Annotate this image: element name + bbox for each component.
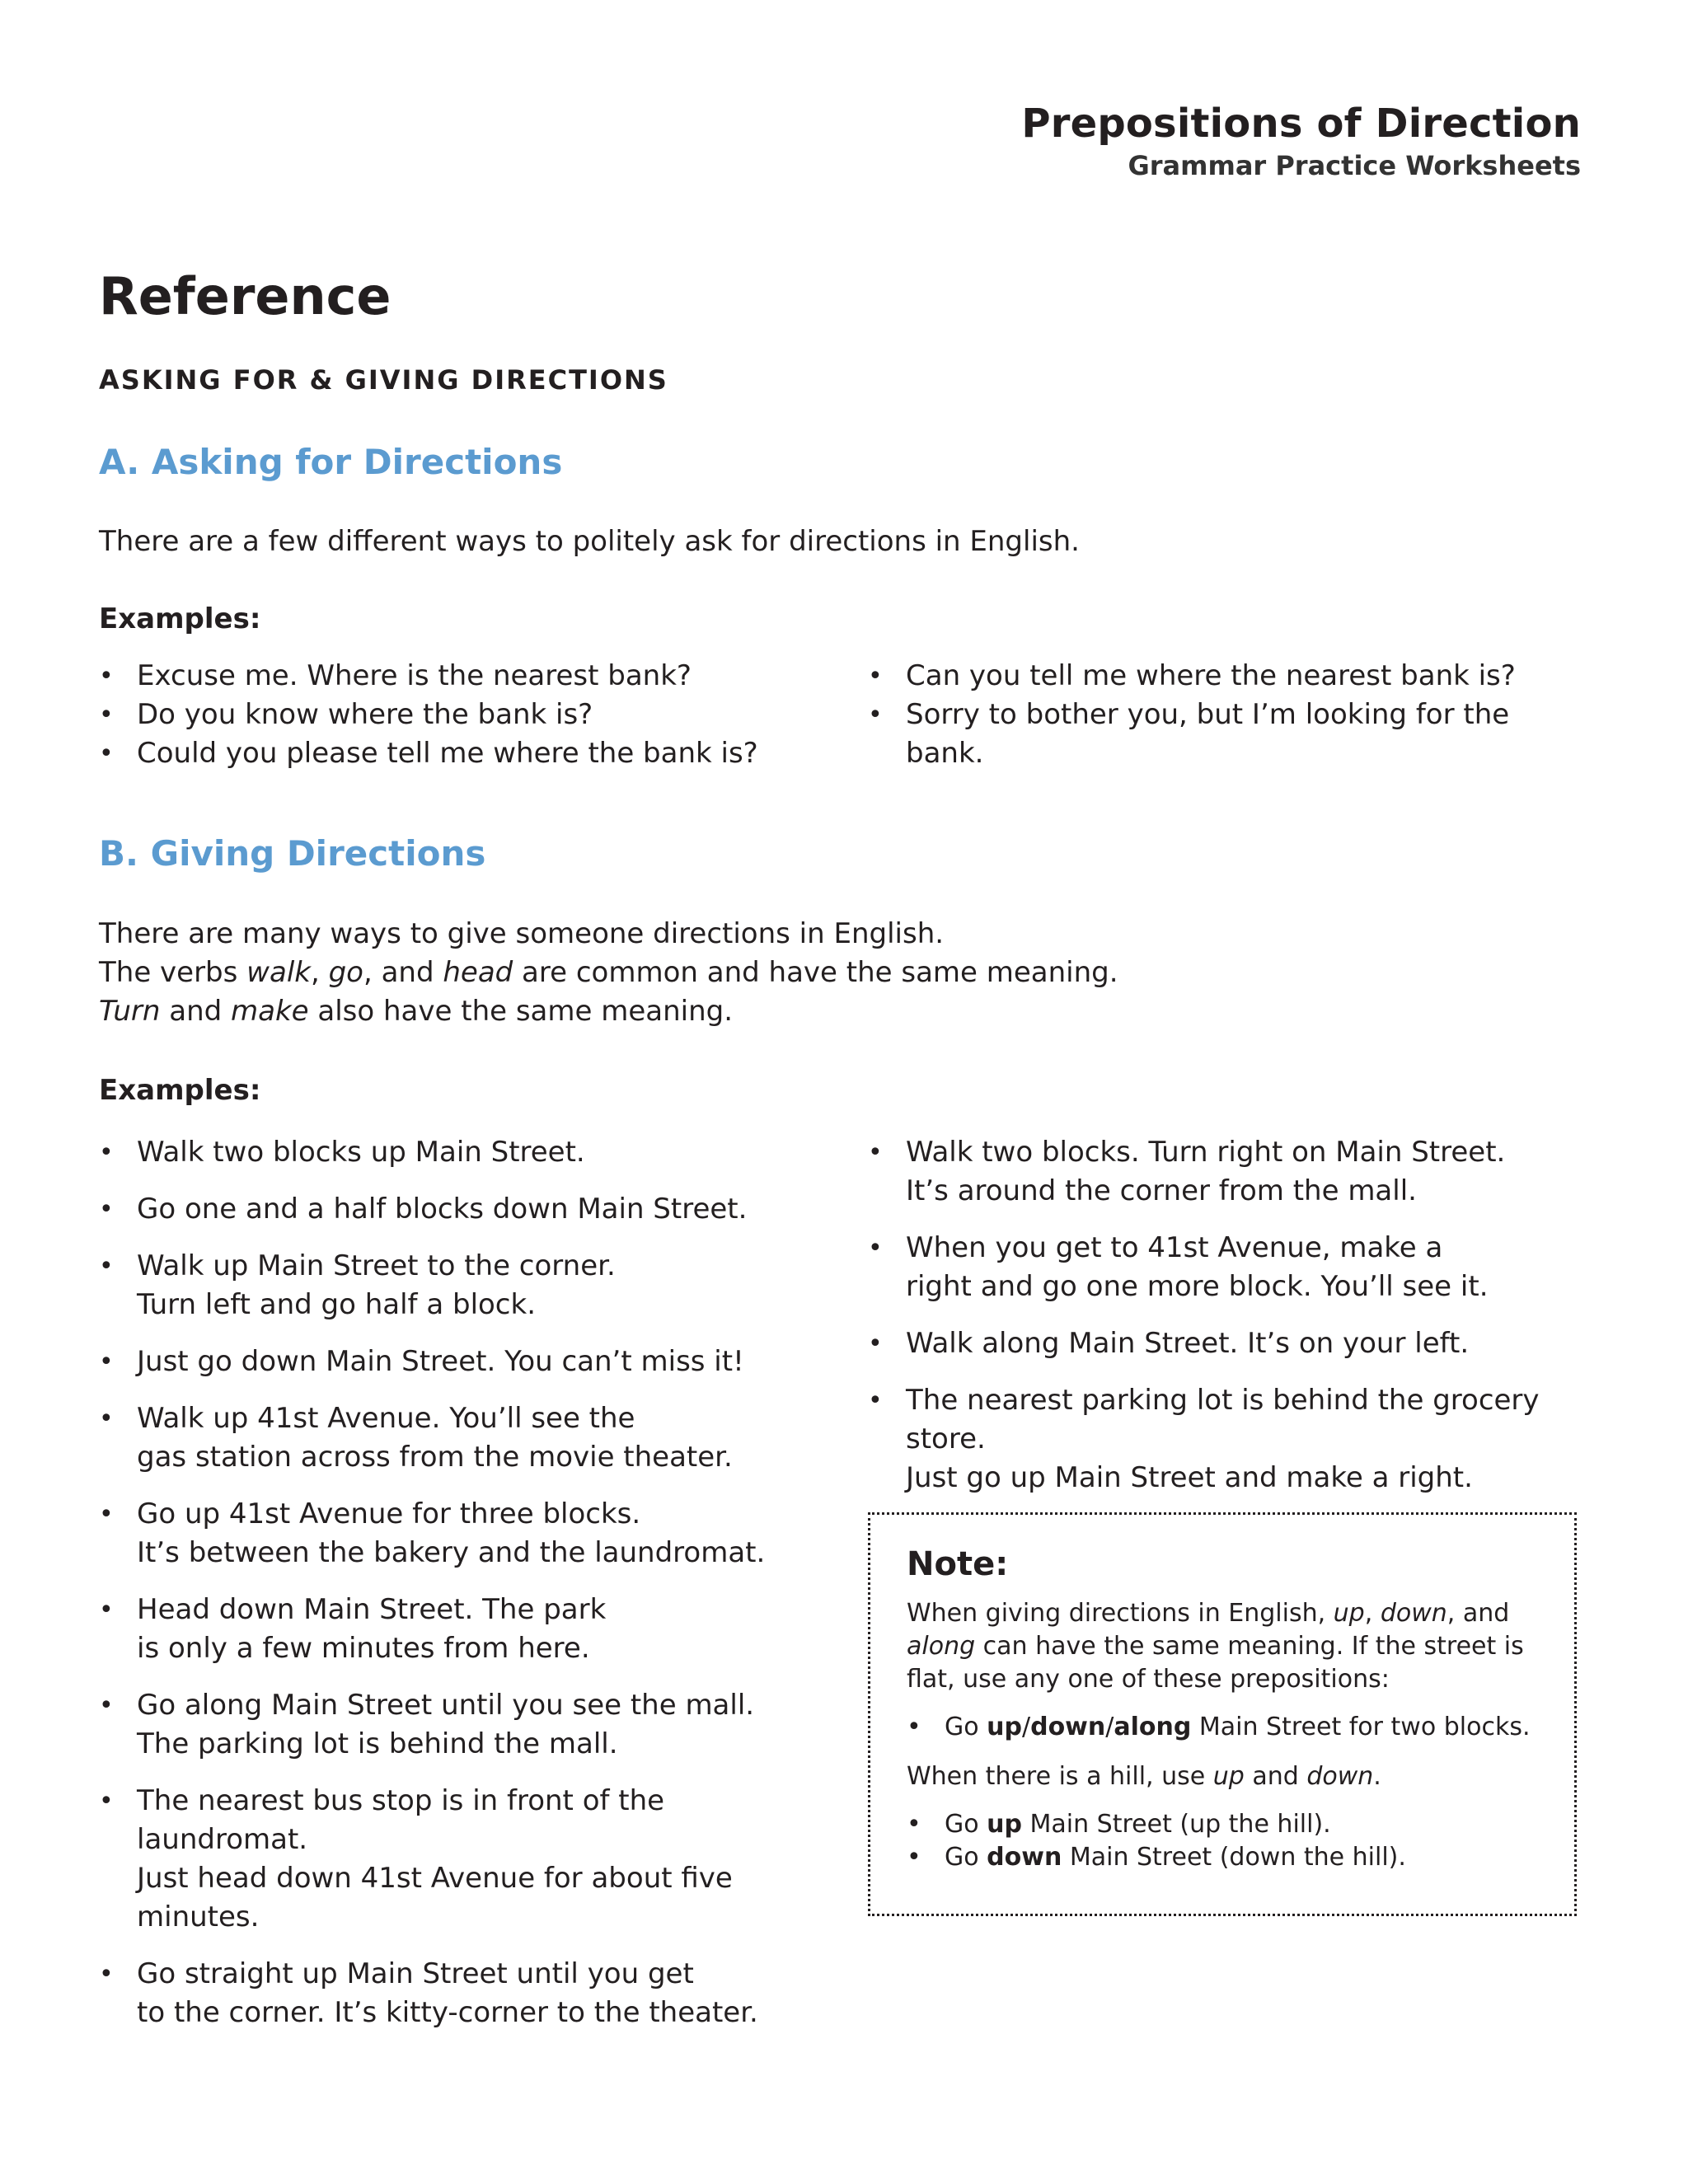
list-item-line: Walk two blocks. Turn right on Main Street. — [906, 1136, 1506, 1169]
list-item — [868, 1324, 1593, 1363]
list-item-line: Walk two blocks up Main Street. — [137, 1136, 585, 1169]
worksheet-title: Prepositions of Direction — [1021, 101, 1581, 147]
list-item: • Go up Main Street (up the hill). — [907, 1808, 1541, 1841]
section-b-heading: B. Giving Directions — [99, 833, 486, 874]
list-item-line: Go up 41st Avenue for three blocks. — [137, 1497, 641, 1530]
bullet-icon: • — [99, 1500, 114, 1529]
list-item — [99, 1591, 841, 1668]
bullet-icon: • — [99, 1138, 114, 1167]
list-item-line: Turn left and go half a block. — [137, 1288, 537, 1321]
note-title: Note: — [907, 1545, 1009, 1583]
list-item — [99, 1782, 841, 1937]
list-item: • Excuse me. Where is the nearest bank? — [99, 657, 824, 696]
section-b-examples-label: Examples: — [99, 1074, 261, 1107]
list-item-line: Go one and a half blocks down Main Street. — [137, 1193, 748, 1226]
bullet-icon: • — [907, 1713, 921, 1741]
bullet-icon: • — [99, 1347, 114, 1376]
list-item-line: right and go one more block. You’ll see it. — [906, 1270, 1489, 1303]
list-item: • Can you tell me where the nearest bank is? — [868, 657, 1593, 696]
bullet-icon: • — [99, 701, 114, 729]
list-item: • Could you please tell me where the bank is? — [99, 734, 824, 773]
section-b-examples-left — [99, 1133, 841, 2050]
list-item: • Go down Main Street (down the hill). — [907, 1841, 1541, 1874]
note-list-2 — [907, 1808, 1541, 1874]
list-item: • Sorry to bother you, but I’m looking for the bank. — [868, 696, 1593, 773]
list-item-line: Walk along Main Street. It’s on your left. — [906, 1327, 1470, 1360]
bullet-icon: • — [868, 1329, 883, 1358]
list-item-line: The nearest bus stop is in front of the laundromat. — [137, 1784, 665, 1856]
bullet-icon: • — [907, 1810, 921, 1839]
list-item-line: The nearest parking lot is behind the grocery store. — [906, 1384, 1540, 1455]
list-item: • Do you know where the bank is? — [99, 696, 824, 734]
reference-title: Reference — [99, 266, 392, 326]
list-item — [868, 1229, 1593, 1306]
note-text-2: When there is a hill, use up and down. — [907, 1762, 1381, 1791]
list-item-line: Go along Main Street until you see the mall. — [137, 1689, 755, 1722]
list-item — [99, 1247, 841, 1324]
list-item-line: is only a few minutes from here. — [137, 1632, 590, 1665]
section-b-intro — [99, 915, 1335, 1031]
intro-line-1: There are many ways to give someone directions in English. — [99, 917, 945, 950]
bullet-icon: • — [868, 1138, 883, 1167]
bullet-icon: • — [868, 1386, 883, 1415]
intro-line-3: Turn and make also have the same meaning. — [99, 995, 734, 1028]
list-item-line: to the corner. It’s kitty-corner to the theater. — [137, 1996, 758, 2029]
list-item-line: Head down Main Street. The park — [137, 1593, 607, 1626]
list-item-line: Walk up Main Street to the corner. — [137, 1249, 616, 1282]
worksheet-subtitle: Grammar Practice Worksheets — [1128, 150, 1581, 181]
bullet-icon: • — [99, 1787, 114, 1816]
section-b-examples-right — [868, 1133, 1593, 1516]
list-item-line: Walk up 41st Avenue. You’ll see the — [137, 1402, 635, 1435]
note-box — [868, 1512, 1577, 1916]
list-item-line: gas station across from the movie theater. — [137, 1441, 733, 1474]
intro-line-2: The verbs walk, go, and head are common and have the same meaning. — [99, 956, 1118, 989]
bullet-icon: • — [907, 1843, 921, 1872]
list-item-line: When you get to 41st Avenue, make a — [906, 1231, 1443, 1264]
list-item — [99, 1399, 841, 1477]
bullet-icon: • — [868, 1234, 883, 1263]
section-label: ASKING FOR & GIVING DIRECTIONS — [99, 364, 668, 396]
bullet-icon: • — [99, 1596, 114, 1624]
bullet-icon: • — [868, 662, 883, 691]
bullet-icon: • — [99, 739, 114, 768]
page-header — [1021, 99, 1581, 183]
list-item — [99, 1343, 841, 1381]
list-item — [99, 1190, 841, 1229]
list-item — [99, 1133, 841, 1172]
bullet-icon: • — [99, 1691, 114, 1720]
list-item — [868, 1133, 1593, 1211]
bullet-icon: • — [99, 1195, 114, 1224]
list-item: • Go up/down/along Main Street for two blocks. — [907, 1711, 1541, 1744]
bullet-icon: • — [99, 1404, 114, 1433]
list-item-line: Just head down 41st Avenue for about five minutes. — [137, 1862, 733, 1933]
section-a-heading: A. Asking for Directions — [99, 442, 563, 482]
bullet-icon: • — [99, 662, 114, 691]
bullet-icon: • — [99, 1960, 114, 1989]
list-item — [99, 1955, 841, 2032]
list-item — [868, 1381, 1593, 1497]
list-item-line: The parking lot is behind the mall. — [137, 1727, 618, 1760]
section-a-examples-left — [99, 657, 824, 773]
note-list-1 — [907, 1711, 1541, 1744]
list-item — [99, 1686, 841, 1764]
section-a-examples-label: Examples: — [99, 602, 261, 635]
bullet-icon: • — [99, 1252, 114, 1281]
list-item — [99, 1495, 841, 1572]
list-item-line: Go straight up Main Street until you get — [137, 1957, 694, 1990]
list-item-line: Just go up Main Street and make a right. — [906, 1461, 1473, 1494]
list-item-line: It’s between the bakery and the laundromat. — [137, 1536, 766, 1569]
section-a-examples-right — [868, 657, 1593, 773]
bullet-icon: • — [868, 701, 883, 729]
section-a-intro: There are a few different ways to politely ask for directions in English. — [99, 525, 1080, 558]
note-text-1: When giving directions in English, up, down, and along can have the same meaning. If the street is flat, use any one of these prepositions: — [907, 1599, 1524, 1694]
list-item-line: It’s around the corner from the mall. — [906, 1174, 1417, 1207]
list-item-line: Just go down Main Street. You can’t miss it! — [137, 1345, 744, 1378]
